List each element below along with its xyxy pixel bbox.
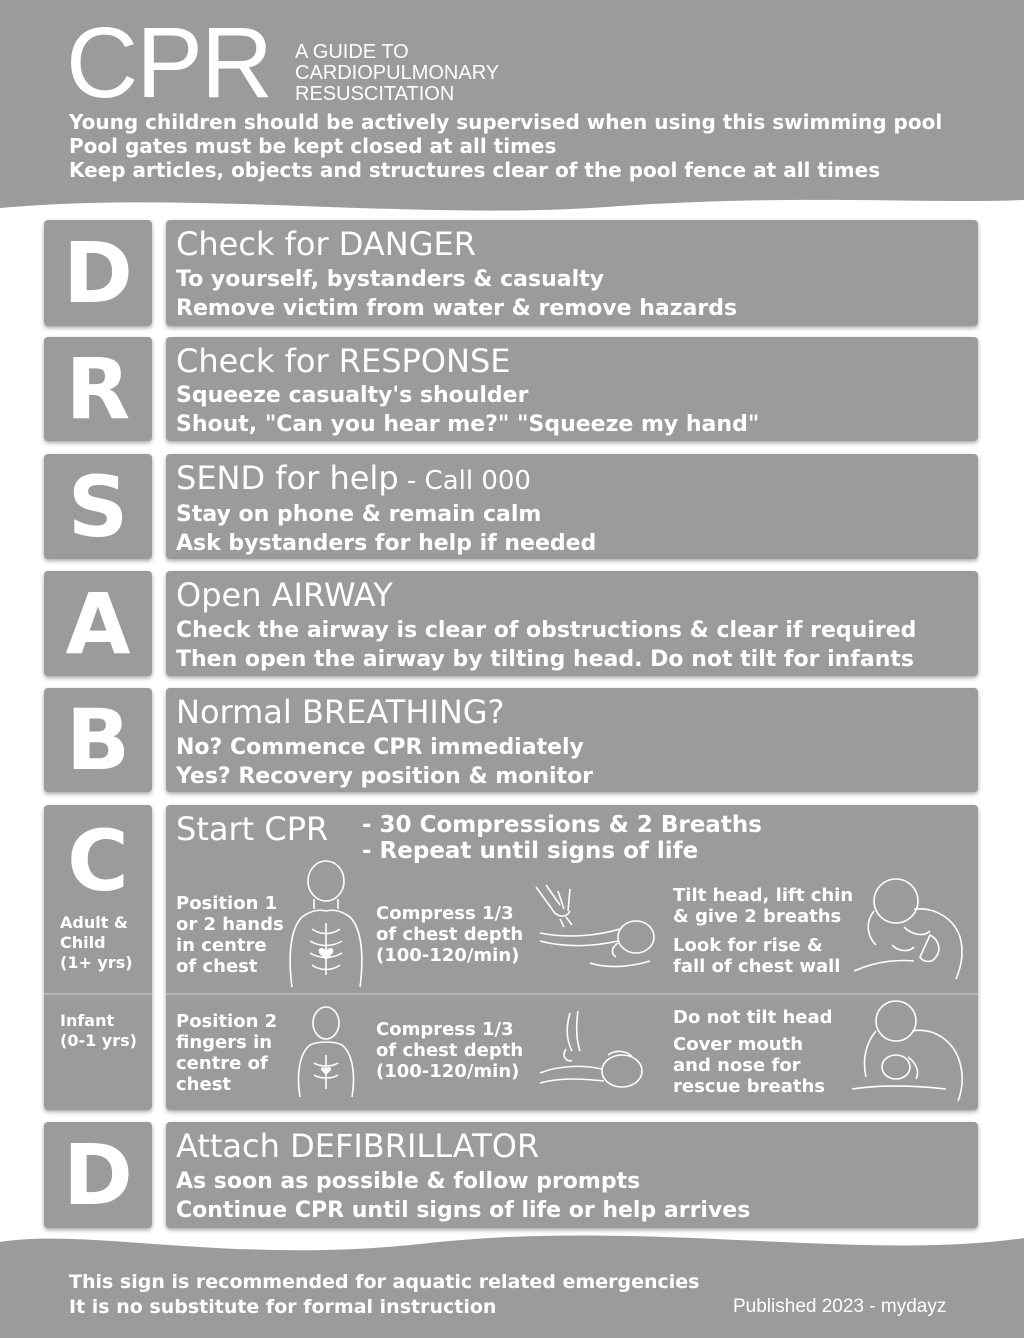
adult-position-text bbox=[176, 893, 284, 977]
divider bbox=[44, 993, 152, 995]
infant-position-text bbox=[176, 1011, 277, 1095]
publisher-credit: Published 2023 - mydayz bbox=[733, 1296, 947, 1317]
age-label-infant bbox=[60, 1011, 137, 1051]
spacer bbox=[673, 927, 853, 935]
intro-note: Pool gates must be kept closed at all times bbox=[69, 134, 557, 158]
subtitle bbox=[295, 42, 499, 105]
step-line: Remove victim from water & remove hazards bbox=[176, 296, 738, 321]
step-heading-extra: - Repeat until signs of life bbox=[362, 838, 699, 864]
text-line: (100-120/min) bbox=[376, 945, 520, 966]
footer-notes bbox=[69, 1270, 699, 1320]
text-line: fingers in bbox=[176, 1032, 273, 1053]
text-line: of chest bbox=[176, 956, 258, 977]
intro-notes bbox=[69, 110, 942, 182]
step-letter: A bbox=[65, 575, 131, 673]
label-line: Child bbox=[60, 933, 106, 952]
step-airway bbox=[166, 571, 978, 676]
letter-box-response bbox=[44, 337, 152, 441]
step-cpr bbox=[166, 805, 978, 1110]
label-line: (1+ yrs) bbox=[60, 953, 133, 972]
step-line: Stay on phone & remain calm bbox=[176, 502, 542, 527]
step-heading: Check for DANGER bbox=[176, 225, 476, 263]
text-line: Position 2 bbox=[176, 1011, 278, 1032]
text-line: and nose for bbox=[673, 1055, 801, 1076]
adult-torso-icon bbox=[284, 857, 368, 989]
label-line: Adult & bbox=[60, 913, 128, 932]
step-line: Ask bystanders for help if needed bbox=[176, 531, 597, 556]
text-line: Tilt head, lift chin bbox=[673, 885, 854, 906]
infant-breath-text bbox=[673, 1007, 833, 1097]
adult-rescue-breath-icon bbox=[852, 875, 968, 981]
text-line: Position 1 bbox=[176, 893, 278, 914]
step-heading bbox=[176, 458, 531, 501]
step-line: Continue CPR until signs of life or help arrives bbox=[176, 1198, 751, 1223]
step-heading-extra: - 30 Compressions & 2 Breaths bbox=[362, 812, 762, 838]
step-letter: C bbox=[67, 812, 129, 910]
letter-box-cpr bbox=[44, 805, 152, 1110]
text-line: of chest depth bbox=[376, 1040, 524, 1061]
text-line: rescue breaths bbox=[673, 1076, 826, 1097]
step-line: As soon as possible & follow prompts bbox=[176, 1169, 641, 1194]
step-heading-extra: - Call 000 bbox=[398, 466, 531, 496]
step-breathing bbox=[166, 688, 978, 792]
step-send bbox=[166, 454, 978, 559]
text-line: Cover mouth bbox=[673, 1034, 804, 1055]
age-label-adult bbox=[60, 913, 133, 973]
letter-box-defibrillator bbox=[44, 1122, 152, 1228]
letter-box-breathing bbox=[44, 688, 152, 792]
text-line: of chest depth bbox=[376, 924, 524, 945]
step-letter: R bbox=[65, 340, 131, 438]
text-line: Compress 1/3 bbox=[376, 903, 514, 924]
text-line: centre of bbox=[176, 1053, 268, 1074]
step-letter: B bbox=[65, 691, 131, 789]
step-heading: Attach DEFIBRILLATOR bbox=[176, 1127, 540, 1165]
adult-compression-icon bbox=[530, 883, 658, 973]
step-defibrillator bbox=[166, 1122, 978, 1228]
infant-compression-icon bbox=[536, 1009, 652, 1093]
text-line: chest bbox=[176, 1074, 232, 1095]
step-line: Yes? Recovery position & monitor bbox=[176, 764, 594, 789]
subtitle-line: RESUSCITATION bbox=[295, 83, 455, 105]
step-response bbox=[166, 337, 978, 441]
text-line: or 2 hands bbox=[176, 914, 284, 935]
step-line: To yourself, bystanders & casualty bbox=[176, 267, 604, 292]
adult-compress-text bbox=[376, 903, 523, 966]
infant-compress-text bbox=[376, 1019, 523, 1082]
text-line: in centre bbox=[176, 935, 267, 956]
step-heading: Open AIRWAY bbox=[176, 576, 393, 614]
intro-note: Keep articles, objects and structures clear of the pool fence at all times bbox=[69, 158, 881, 182]
step-line: Squeeze casualty's shoulder bbox=[176, 383, 529, 408]
text-line: Look for rise & bbox=[673, 935, 823, 956]
header bbox=[0, 0, 1024, 230]
step-heading-main: SEND for help bbox=[176, 459, 399, 497]
subtitle-line: A GUIDE TO bbox=[295, 41, 409, 63]
text-line: fall of chest wall bbox=[673, 956, 841, 977]
letter-box-airway bbox=[44, 571, 152, 676]
infant-rescue-breath-icon bbox=[850, 997, 972, 1103]
step-line: Check the airway is clear of obstructions & clear if required bbox=[176, 618, 917, 643]
infant-torso-icon bbox=[294, 1003, 358, 1099]
step-line: Shout, "Can you hear me?" "Squeeze my hand" bbox=[176, 412, 760, 437]
step-heading: Start CPR bbox=[176, 810, 329, 848]
label-line: (0-1 yrs) bbox=[60, 1031, 137, 1050]
footer-line: It is no substitute for formal instruction bbox=[69, 1296, 497, 1318]
step-danger bbox=[166, 220, 978, 326]
step-line: No? Commence CPR immediately bbox=[176, 735, 584, 760]
step-heading: Normal BREATHING? bbox=[176, 693, 505, 731]
intro-note: Young children should be actively supervised when using this swimming pool bbox=[69, 110, 943, 134]
step-line: Then open the airway by tilting head. Do not tilt for infants bbox=[176, 647, 915, 672]
letter-box-danger bbox=[44, 220, 152, 326]
letter-box-send bbox=[44, 454, 152, 559]
footer-line: This sign is recommended for aquatic related emergencies bbox=[69, 1271, 700, 1293]
step-heading: Check for RESPONSE bbox=[176, 342, 511, 380]
step-letter: D bbox=[63, 224, 133, 322]
text-line: (100-120/min) bbox=[376, 1061, 520, 1082]
subtitle-line: CARDIOPULMONARY bbox=[295, 62, 500, 84]
page-title: CPR bbox=[66, 7, 272, 119]
divider bbox=[166, 993, 978, 995]
step-letter: D bbox=[63, 1126, 133, 1224]
step-letter: S bbox=[67, 458, 129, 556]
text-line: & give 2 breaths bbox=[673, 906, 842, 927]
label-line: Infant bbox=[60, 1011, 115, 1030]
adult-breath-text bbox=[673, 885, 853, 977]
text-line: Compress 1/3 bbox=[376, 1019, 514, 1040]
text-line: Do not tilt head bbox=[673, 1007, 833, 1028]
